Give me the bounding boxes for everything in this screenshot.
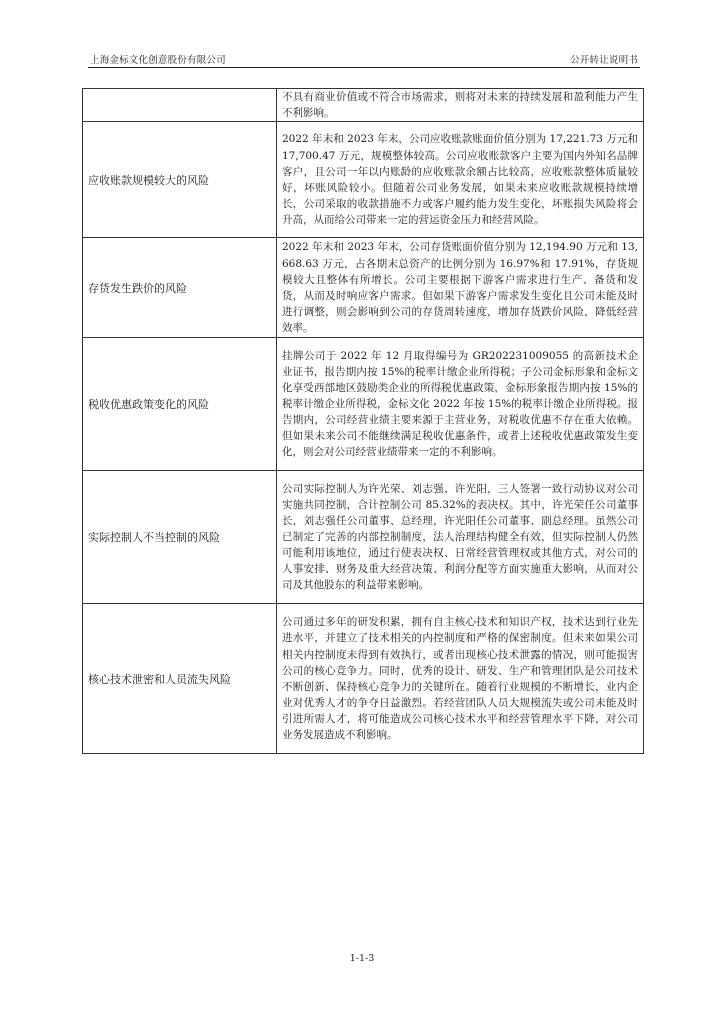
page-number: 1-1-3: [349, 953, 375, 964]
risk-description: 公司通过多年的研发积累，拥有自主核心技术和知识产权，技术达到行业先进水平，并建立了技术相关的内控制度和严格的保密制度。但未来如果公司相关内控制度未得到有效执行，或者出现核心技术泄露的情况，则可能损害公司的核心竞争力。同时，优秀的设计、研发、生产和管理团队是公司技术不断创新、保持核心竞争力的关键所在。随着行业规模的不断增长，业内企业对优秀人才的争夺日益激烈。若经营团队人员大规模流失或公司未能及时引进所需人才，将可能造成公司核心技术水平和经营管理水平下降，对公司业务发展造成不利影响。: [277, 604, 644, 754]
risk-description: 公司实际控制人为许光荣、刘志强、许光阳，三人签署一致行动协议对公司实施共同控制，合计控制公司 85.32%的表决权。其中，许光荣任公司董事长，刘志强任公司董事、总经理，许光阳任公司董事、副总经理。虽然公司已制定了完善的内部控制制度，法人治理结构健全有效，但实际控制人仍然可能利用该地位，通过行使表决权、日常经营管理权或其他方式，对公司的人事安排、财务及重大经营决策、利润分配等方面实施重大影响，从而对公司及其他股东的利益带来影响。: [277, 471, 644, 604]
risk-description: 2022 年末和 2023 年末，公司存货账面价值分别为 12,194.90 万元和 13,668.63 万元，占各期末总资产的比例分别为 16.97%和 17.91%，存货规模较大且整体有所增长。公司主要根据下游客户需求进行生产、备货和发货，从而及时响应客户需求。但如果下游客户需求发生变化且公司未能及时进行调整，则会影响到公司的存货周转速度，增加存货跌价风险，降低经营效率。: [277, 238, 644, 338]
risk-description: 不具有商业价值或不符合市场需求，则将对未来的持续发展和盈利能力产生不利影响。: [277, 89, 644, 122]
risk-description: 2022 年末和 2023 年末，公司应收账款账面价值分别为 17,221.73 万元和 17,700.47 万元，规模整体较高。公司应收账款客户主要为国内外知名品牌客户，且公司一年以内账龄的应收账款余额占比较高，应收账款整体质量较好，坏账风险较小。但随着公司业务发展，如果未来应收账款规模持续增长，公司采取的收款措施不力或客户履约能力发生变化，坏账损失风险将会升高，从而给公司带来一定的营运资金压力和经营风险。: [277, 122, 644, 238]
page-header: [88, 52, 640, 68]
risk-name: [83, 89, 277, 122]
header-divider: [88, 67, 640, 68]
risk-name: 应收账款规模较大的风险: [83, 122, 277, 238]
document-type: 公开转让说明书: [570, 55, 638, 66]
table-row: [83, 238, 644, 338]
table-row: [83, 471, 644, 604]
company-name: 上海金标文化创意股份有限公司: [90, 55, 226, 66]
table-row: [83, 604, 644, 754]
risk-name: 实际控制人不当控制的风险: [83, 471, 277, 604]
risk-name: 存货发生跌价的风险: [83, 238, 277, 338]
risk-description: 挂牌公司于 2022 年 12 月取得编号为 GR202231009055 的高新技术企业证书，报告期内按 15%的税率计缴企业所得税；子公司金标形象和金标文化享受西部地区鼓励类企业的所得税优惠政策，金标形象报告期内按 15%的税率计缴企业所得税，金标文化 2022 年按 15%的税率计缴企业所得税。报告期内，公司经营业绩主要来源于主营业务，对税收优惠不存在重大依赖。但如果未来公司不能继续满足税收优惠条件，或者上述税收优惠政策发生变化，则会对公司经营业绩带来一定的不利影响。: [277, 338, 644, 471]
risk-name: 核心技术泄密和人员流失风险: [83, 604, 277, 754]
risk-table: [82, 88, 644, 754]
page-footer: [0, 953, 724, 964]
table-row: [83, 122, 644, 238]
table-row: [83, 89, 644, 122]
table-row: [83, 338, 644, 471]
risk-name: 税收优惠政策变化的风险: [83, 338, 277, 471]
